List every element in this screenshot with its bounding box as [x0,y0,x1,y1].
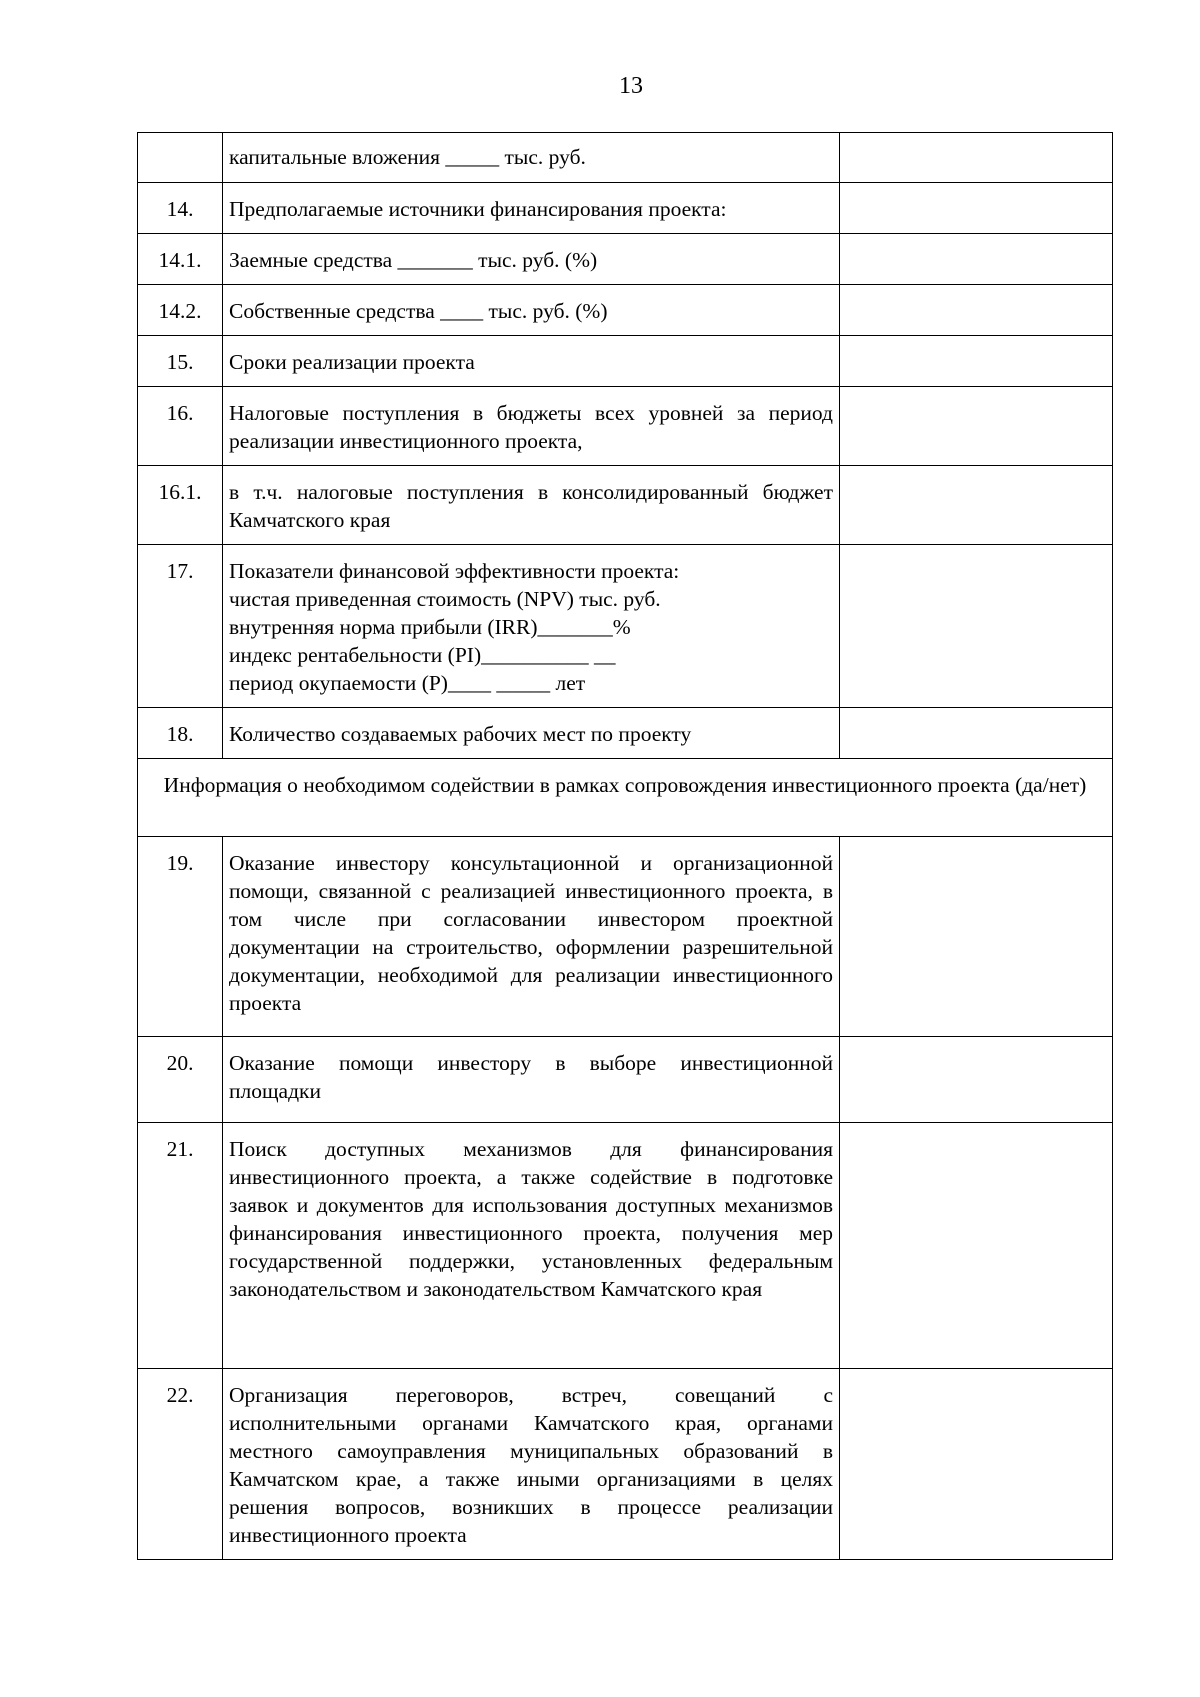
row-description: Предполагаемые источники финансирования проекта: [223,183,840,234]
indicator-line: период окупаемости (P)____ _____ лет [229,671,586,695]
row-number [138,133,223,183]
row-number: 14. [138,183,223,234]
value-cell[interactable] [840,1123,1113,1369]
table-row [138,1123,1113,1369]
row-description: Количество создаваемых рабочих мест по проекту [223,708,840,759]
indicator-line: внутренняя норма прибыли (IRR)_______% [229,615,631,639]
table-row [138,837,1113,1037]
row-number: 16. [138,387,223,466]
row-number: 22. [138,1369,223,1560]
row-number: 14.2. [138,285,223,336]
value-cell[interactable] [840,234,1113,285]
value-cell[interactable] [840,545,1113,708]
row-number: 14.1. [138,234,223,285]
indicator-line: Показатели финансовой эффективности проекта: [229,559,680,583]
row-description: в т.ч. налоговые поступления в консолидированный бюджет Камчатского края [223,466,840,545]
page-number: 13 [619,73,643,99]
value-cell[interactable] [840,708,1113,759]
row-description: Организация переговоров, встреч, совещаний с исполнительными органами Камчатского края, органами местного самоуправления муниципальных образований в Камчатском крае, а также иными организациями в целях решения вопросов, возникших в процессе реализации инвестиционного проекта [223,1369,840,1560]
row-description: Собственные средства ____ тыс. руб. (%) [223,285,840,336]
row-number: 17. [138,545,223,708]
value-cell[interactable] [840,133,1113,183]
application-form-table [137,132,1113,1560]
indicator-line: чистая приведенная стоимость (NPV) тыс. руб. [229,587,661,611]
value-cell[interactable] [840,837,1113,1037]
value-cell[interactable] [840,285,1113,336]
row-description: Налоговые поступления в бюджеты всех уровней за период реализации инвестиционного проекта, [223,387,840,466]
row-number: 18. [138,708,223,759]
row-description: Заемные средства _______ тыс. руб. (%) [223,234,840,285]
value-cell[interactable] [840,387,1113,466]
table-row [138,466,1113,545]
table-row [138,545,1113,708]
value-cell[interactable] [840,1369,1113,1560]
row-description: Сроки реализации проекта [223,336,840,387]
row-description: Оказание инвестору консультационной и организационной помощи, связанной с реализацией инвестиционного проекта, в том числе при согласовании инвестором проектной документации на строительство, оформлении разрешительной документации, необходимой для реализации инвестиционного проекта [223,837,840,1037]
value-cell[interactable] [840,1037,1113,1123]
table-row [138,234,1113,285]
section-header-row [138,759,1113,837]
value-cell[interactable] [840,183,1113,234]
row-number: 19. [138,837,223,1037]
table-row [138,1037,1113,1123]
value-cell[interactable] [840,466,1113,545]
table-row [138,1369,1113,1560]
row-number: 15. [138,336,223,387]
row-number: 16.1. [138,466,223,545]
section-header: Информация о необходимом содействии в рамках сопровождения инвестиционного проекта (да/нет) [138,759,1113,837]
row-description: Оказание помощи инвестору в выборе инвестиционной площадки [223,1037,840,1123]
table-row [138,336,1113,387]
row-description: Поиск доступных механизмов для финансирования инвестиционного проекта, а также содействие в подготовке заявок и документов для использования доступных механизмов финансирования инвестиционного проекта, получения мер государственной поддержки, установленных федеральным законодательством и законодательством Камчатского края [223,1123,840,1369]
row-description: капитальные вложения _____ тыс. руб. [223,133,840,183]
row-number: 20. [138,1037,223,1123]
value-cell[interactable] [840,336,1113,387]
table-row [138,183,1113,234]
table-row [138,708,1113,759]
indicator-line: индекс рентабельности (PI)__________ __ [229,643,616,667]
table-row [138,285,1113,336]
table-row [138,133,1113,183]
row-description [223,545,840,708]
table-row [138,387,1113,466]
row-number: 21. [138,1123,223,1369]
